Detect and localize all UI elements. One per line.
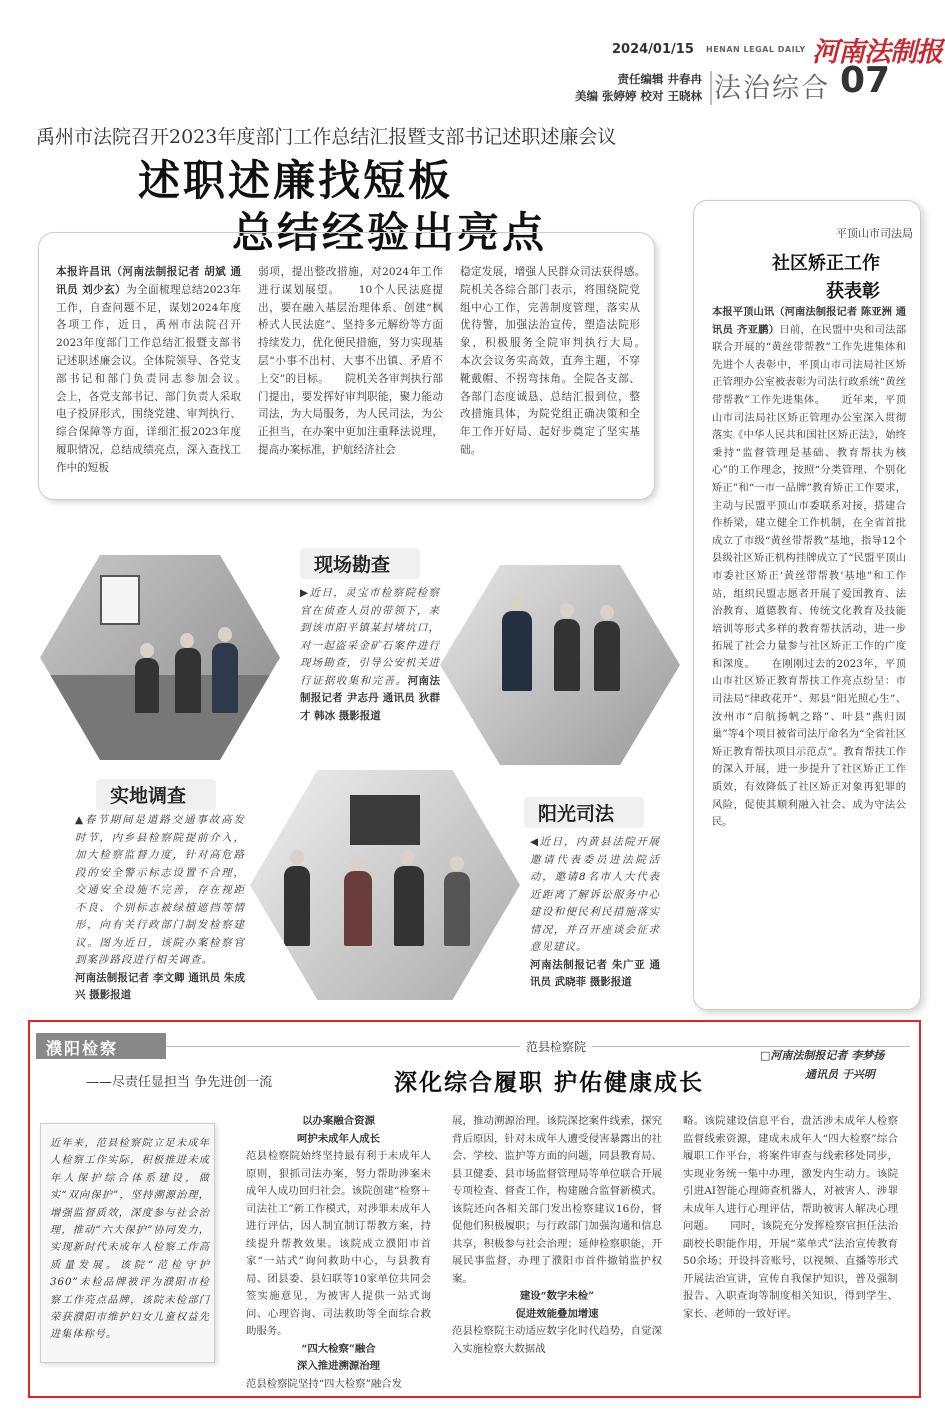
sidebar-title-line1: 社区矫正工作: [772, 253, 880, 274]
promo-col1-text: 范县检察院始终坚持最有利于未成年人原则，狠抓司法办案，努力帮助涉案未成年人成功回归社会。该院创建“检察＋司法社工”新工作模式，对涉罪未成年人进行评估，因人制宜制订帮教方案，持续提升帮教效果。该院成立濮阳市首家“一站式”询问救助中心，与县教育局、团县委、县妇联等10家单位共同会签实施意见，为被害人提供一站式询问、心理咨询、司法救助等全面综合救助服务。: [246, 1150, 431, 1337]
promo-column-2: [452, 1113, 662, 1358]
credit-sunshine-justice: 河南法制报记者 朱广亚 通讯员 武晓菲 摄影报道: [530, 958, 660, 988]
photo-road-investigation: [40, 555, 280, 760]
label-sunshine-justice: 阳光司法: [524, 797, 644, 828]
promo-column-3: 略。该院建设信息平台，盘活涉未成年人检察监督线索资源，建成未成年人“四大检察”综合履职工作平台，将案件审查与线索移处同步，实现业务统一集中办理，激发内生动力。该院引进AI智能心理筛查机器人，对被害人、涉罪未成年人进行心理评估，帮助被害人解决心理问题。 同时，该院充分发挥检察官担任法治副校长职能作用，开展“菜单式”法治宣传教育50余场；开设抖音账号，以视频、直播等形式开展法治宣讲，宣传自我保护知识，普及强制报告、入职查询等制度相关知识，得到学生、家长、老师的一致好评。: [683, 1115, 898, 1320]
photo-site-inspection: [440, 565, 680, 765]
lead-subtitle: 禹州市法院召开2023年度部门工作总结汇报暨支部书记述职述廉会议: [36, 126, 617, 148]
page-number: 07: [840, 60, 891, 101]
column-slogan: ——尽责任显担当 争先进创一流: [86, 1075, 273, 1090]
credit-field-investigation: 河南法制报记者 李文卿 通讯员 朱成兴 摄影报道: [75, 971, 245, 1001]
promo-intro: 近年来，范县检察院立足未成年人检察工作实际，积极推进未成年人保护综合体系建设，做实“双向保护”，坚持溯源治理，增强监督质效，深度参与社会治理，推动“六大保护”协同发力，实现新时代未成年人检察工作高质量发展。该院“范检守护360”未检品牌被评为濮阳市检察工作亮点品牌，该院未检部门荣获濮阳市维护妇女儿童权益先进集体称号。: [50, 1138, 210, 1341]
promo-column-1: [246, 1113, 431, 1393]
editor-line: 责任编辑 井春冉: [617, 72, 702, 86]
issue-date: 2024/01/15: [612, 42, 694, 57]
column-banner: 濮阳检察: [36, 1033, 166, 1059]
lead-column-1: [56, 264, 263, 478]
sidebar-body: [712, 304, 906, 832]
sidebar-text: 日前，在民盟中央和司法部联合开展的“黄丝带帮教”工作先进集体和先进个人表彰中，平顶山市司法局社区矫正管理办公室被表彰为司法行政系统“黄丝带帮教”工作先进集体。 近年来，平顶山市司法局社区矫正管理办公室深入贯彻落实《中华人民共和国社区矫正法》，始终秉持“监督管理是基础、教育帮扶为核心”的工作理念，按照“分类管理、个别化矫正”和“一市一品牌”教育矫正工作要求，主动与民盟平顶山市委联系对接，搭建合作桥梁，建立健全工作机制，在全省首批成立了市级“黄丝带帮教”基地，指导12个县级社区矫正机构挂牌成立了“民盟平顶山市委社区矫正‘黄丝带帮教’基地”和工作站，组织民盟志愿者开展了爱国教育、法治教育、道德教育、传统文化教育及技能培训等形式多样的教育帮扶活动，进一步拓展了社会力量参与社区矫正工作的广度和深度。 在刚刚过去的2023年，平顶山市社区矫正教育帮扶工作亮点纷呈：市司法局“律政花开”、郏县“阳光照心生”、汝州市“启航扬帆之路”、叶县“燕归固巢”等4个项目被省司法厅命名为“全省社区矫正教育帮扶项目示范点”。教育帮扶工作的深入开展，进一步提升了社区矫正工作质效，有效降低了社区矫正对象再犯罪的风险，促使其顺利融入社会、成为守法公民。: [712, 323, 906, 829]
sidebar-title-line2: 获表彰: [826, 281, 880, 302]
road-sign-icon: [100, 575, 140, 625]
promo-subhead-3: 建设“数字未检”: [519, 1290, 595, 1302]
caption-sunshine-justice: ◀近日，内黄县法院开展邀请代表委员进法院活动，邀请8名市人大代表近距离了解诉讼服务中心建设和便民利民措施落实情况，并召开座谈会征求意见建议。 河南法制报记者 朱广亚 通讯员 武晓菲 摄影报道: [530, 836, 660, 988]
promo-subhead-2: “四大检察”融合: [301, 1342, 376, 1355]
lead-byline: 本报许昌讯（河南法制报记者 胡斌 通讯员 刘少玄）: [56, 266, 241, 296]
promo-col2-tail: 范县检察院主动适应数字化时代趋势，自觉深入实施检察大数据战: [452, 1325, 662, 1355]
promo-col2-text: 展，推动溯源治理。该院深挖案件线索，探究背后原因，针对未成年人遭受侵害暴露出的社会、学校、监护等方面的问题，同县教育局、县卫健委、县市场监督管理局等单位联合开展专项检查、督查工作，构建融合监督新模式。该院还向各相关部门发出检察建议16份，督促他们积极履职；与行政部门加强沟通和信息共享，积极参与社会治理；延伸检察职能，开展民事监督，办理了濮阳市首件撤销监护权案。: [452, 1115, 662, 1285]
label-field-investigation: 实地调查: [96, 779, 216, 810]
lead-col1-text: 为全面梳理总结2023年工作，自查问题不足，谋划2024年度各项工作，近日，禹州市法院召开2023年度部门工作总结汇报暨支部书记述职述廉会议。全体院领导、各党支部书记和部门负责同志参加会议。 会上，各党支部书记、部门负责人采取电子投屏形式，围绕党建、审判执行、综合保障等方面，详细汇报2023年度履职情况，总结成绩亮点，深入查找工作中的短板: [56, 283, 263, 474]
promo-source: 范县检察院: [520, 1038, 592, 1055]
lead-title-line1: 述职述廉找短板: [138, 156, 454, 205]
section-name: 法治综合: [714, 73, 830, 104]
sidebar-source: 平顶山市司法局: [836, 227, 913, 240]
credit-site-inspection: 河南法制报记者 尹志丹 通讯员 狄群才 韩冰 摄影报道: [300, 674, 441, 722]
promo-subhead-2b: 深入推进溯源治理: [296, 1360, 381, 1372]
photo-court-visit: [250, 770, 520, 1000]
lead-column-3: 稳定发展，增强人民群众司法获得感。 院机关各综合部门表示，将围绕院党组中心工作，完善制度管理，落实从优待警，加强法治宣传，塑造法院形象，积极服务全院审判执行大局。 本次会议务实高效，直奔主题，不穿靴戴帽、不拐弯抹角。全院各支部、各部门态度诚恳、总结汇报到位，整改措施具体，为院党组正确决策和全年工作开好局、起好步奠定了坚实基础。: [460, 266, 662, 456]
promo-subhead-1: 以办案融合资源: [302, 1115, 375, 1127]
header-divider: [710, 71, 712, 105]
promo-subhead-3b: 促进效能叠加增速: [515, 1307, 599, 1320]
promo-byline-correspondent: 通讯员 于兴明: [805, 1068, 875, 1081]
promo-title: 深化综合履职 护佑健康成长: [394, 1069, 705, 1096]
promo-col1-tail: 范县检察院坚持“四大检察”融合发: [246, 1377, 403, 1390]
caption-site-inspection: ▶近日，灵宝市检察院检察官在侦查人员的带领下，来到该市阳平镇某封堵坑口，对一起盗采金矿石案件进行现场勘查，引导公安机关进行证据收集和完善。河南法制报记者 尹志丹 通讯员 狄群才 韩冰 摄影报道: [300, 587, 441, 722]
label-site-inspection: 现场勘查: [300, 548, 420, 579]
newspaper-logo: 河南法制报: [812, 37, 942, 68]
paper-english-name: HENAN LEGAL DAILY: [706, 45, 806, 54]
caption-field-investigation: ▲春节期间是道路交通事故高发时节，内乡县检察院提前介入，加大检察监督力度，针对高危路段的安全警示标志设置不合理，交通安全设施不完善，存在视距不良、个别标志被绿植遮挡等情形，向有关行政部门制发检察建议。图为近日，该院办案检察官到案涉路段进行相关调查。 河南法制报记者 李文卿 通讯员 朱成兴 摄影报道: [75, 814, 245, 1001]
promo-subhead-1b: 呵护未成年人成长: [296, 1132, 381, 1145]
design-line: 美编 张婷婷 校对 王晓林: [574, 89, 702, 103]
promo-byline-reporter: □河南法制报记者 李梦扬: [760, 1049, 885, 1062]
sidebar-byline: 本报平顶山讯（河南法制报记者 陈亚洲 通讯员 齐亚鹏）: [712, 306, 906, 336]
lead-title-line2: 总结经验出亮点: [232, 208, 548, 257]
wall-panel: [350, 795, 420, 845]
road-surface: [40, 675, 280, 760]
lead-column-2: 弱项，提出整改措施，对2024年工作进行谋划展望。 10个人民法庭提出，要在融入基层治理体系、创建“枫桥式人民法庭”、坚持多元解纷等方面持续发力，优化便民措施，努力实现基层“小事不出村、大事不出镇、矛盾不上交”的目标。 院机关各审判执行部门提出，要发挥好审判职能，聚力能动司法，为大局服务，为人民司法，为公正担当，在办案中更加注重释法说理，提高办案标准，护航经济社会: [258, 266, 443, 456]
